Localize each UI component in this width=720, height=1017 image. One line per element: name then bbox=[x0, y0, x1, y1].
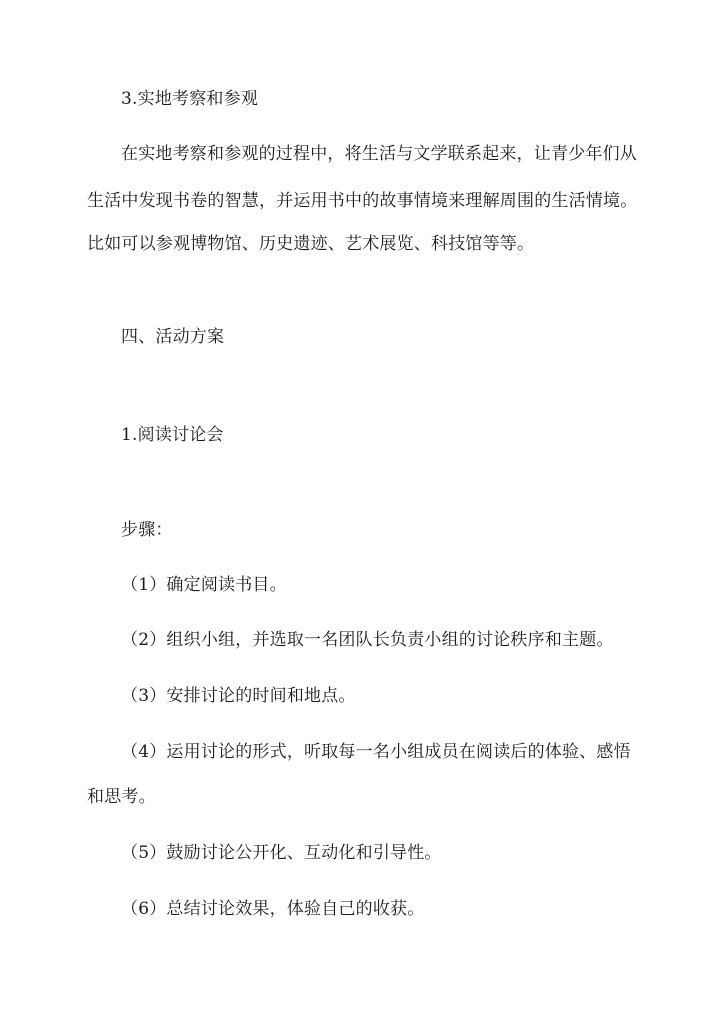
section-4-1-heading: 1.阅读讨论会 bbox=[121, 425, 224, 445]
step-6: （6）总结讨论效果，体验自己的收获。 bbox=[121, 899, 425, 919]
step-1: （1）确定阅读书目。 bbox=[121, 575, 287, 595]
step-2: （2）组织小组，并选取一名团队长负责小组的讨论秩序和主题。 bbox=[121, 630, 614, 650]
step-4-line-1: （4）运用讨论的形式，听取每一名小组成员在阅读后的体验、感悟 bbox=[121, 742, 631, 762]
step-4-line-2: 和思考。 bbox=[87, 787, 156, 807]
section-3-paragraph-line-2: 生活中发现书卷的智慧，并运用书中的故事情境来理解周围的生活情境。 bbox=[87, 191, 638, 211]
step-5: （5）鼓励讨论公开化、互动化和引导性。 bbox=[121, 843, 442, 863]
section-3-heading: 3.实地考察和参观 bbox=[121, 89, 259, 109]
steps-label: 步骤： bbox=[121, 520, 173, 540]
section-3-paragraph-line-3: 比如可以参观博物馆、历史遗迹、艺术展览、科技馆等等。 bbox=[87, 234, 535, 254]
section-4-heading: 四、活动方案 bbox=[121, 327, 225, 347]
section-3-paragraph-line-1: 在实地考察和参观的过程中，将生活与文学联系起来，让青少年们从 bbox=[121, 144, 637, 164]
step-3: （3）安排讨论的时间和地点。 bbox=[121, 686, 356, 706]
